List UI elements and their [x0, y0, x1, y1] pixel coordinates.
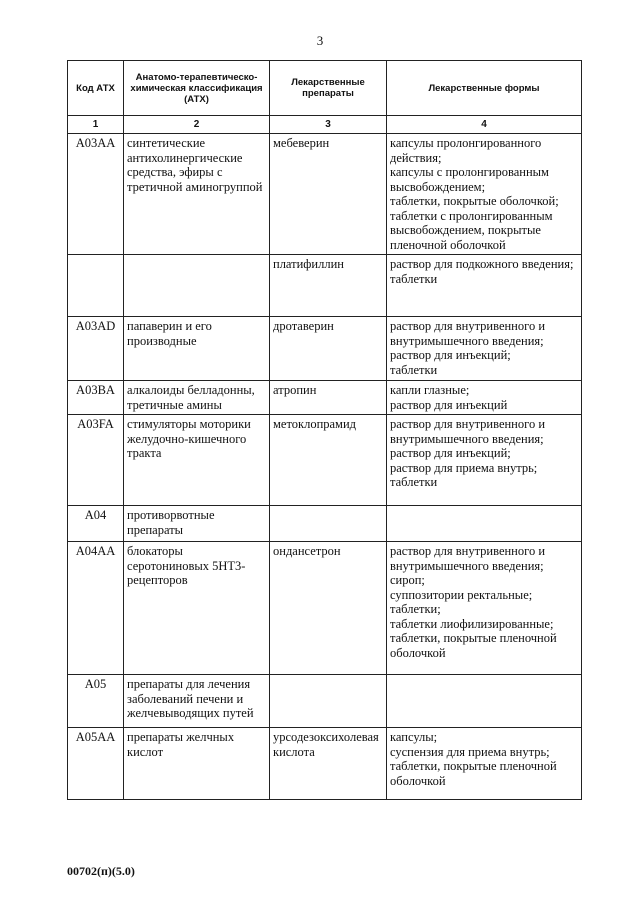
atx-code-cell: A03BA: [68, 381, 124, 415]
dosage-forms-cell: раствор для внутривенного и внутримышечного введения; раствор для инъекций; таблетки: [387, 317, 582, 381]
atx-classification-cell: блокаторы серотониновых 5HT3-рецепторов: [124, 542, 270, 675]
drug-name-cell: дротаверин: [270, 317, 387, 381]
drug-name-cell: [270, 506, 387, 542]
drug-name-cell: мебеверин: [270, 134, 387, 255]
table-row: [68, 506, 582, 542]
drug-name-cell: [270, 675, 387, 728]
table-row: [68, 317, 582, 381]
drug-name-cell: ондансетрон: [270, 542, 387, 675]
dosage-forms-cell: раствор для внутривенного и внутримышечного введения; сироп; суппозитории ректальные; таблетки; таблетки лиофилизированные; таблетки, покрытые пленочной оболочкой: [387, 542, 582, 675]
drug-name-cell: урсодезоксихолевая кислота: [270, 728, 387, 800]
table-row: [68, 381, 582, 415]
table-row: [68, 134, 582, 255]
atx-classification-cell: [124, 255, 270, 317]
atx-code-cell: A04: [68, 506, 124, 542]
atx-code-cell: A05: [68, 675, 124, 728]
page-number: 3: [316, 33, 324, 48]
atx-classification-cell: противорвотные препараты: [124, 506, 270, 542]
table-header-row: [68, 61, 582, 116]
atx-classification-cell: алкалоиды белладонны, третичные амины: [124, 381, 270, 415]
header-atx-classification: Анатомо-терапевтическо-химическая классификация (АТХ): [124, 61, 270, 116]
column-number: 3: [270, 116, 387, 134]
dosage-forms-cell: капли глазные; раствор для инъекций: [387, 381, 582, 415]
dosage-forms-cell: раствор для подкожного введения; таблетки: [387, 255, 582, 317]
dosage-forms-cell: раствор для внутривенного и внутримышечного введения; раствор для инъекций; раствор для приема внутрь; таблетки: [387, 415, 582, 506]
column-number-row: [68, 116, 582, 134]
atx-classification-cell: папаверин и его производные: [124, 317, 270, 381]
dosage-forms-cell: [387, 506, 582, 542]
atx-table: [67, 60, 582, 800]
atx-classification-cell: препараты для лечения заболеваний печени и желчевыводящих путей: [124, 675, 270, 728]
table-row: [68, 675, 582, 728]
table-row: [68, 542, 582, 675]
header-dosage-forms: Лекарственные формы: [387, 61, 582, 116]
table-row: [68, 415, 582, 506]
dosage-forms-cell: капсулы пролонгированного действия; капсулы с пролонгированным высвобождением; таблетки, покрытые оболочкой; таблетки с пролонгированным высвобождением, покрытые пленочной оболочкой: [387, 134, 582, 255]
header-code: Код АТХ: [68, 61, 124, 116]
atx-code-cell: A03AA: [68, 134, 124, 255]
document-code: 00702(п)(5.0): [67, 864, 135, 878]
drug-name-cell: атропин: [270, 381, 387, 415]
atx-code-cell: A04AA: [68, 542, 124, 675]
table-row: [68, 255, 582, 317]
table-row: [68, 728, 582, 800]
atx-code-cell: [68, 255, 124, 317]
drug-name-cell: метоклопрамид: [270, 415, 387, 506]
atx-classification-cell: препараты желчных кислот: [124, 728, 270, 800]
column-number: 2: [124, 116, 270, 134]
atx-code-cell: A03AD: [68, 317, 124, 381]
atx-classification-cell: синтетические антихолинергические средства, эфиры с третичной аминогруппой: [124, 134, 270, 255]
atx-code-cell: A05AA: [68, 728, 124, 800]
atx-classification-cell: стимуляторы моторики желудочно-кишечного тракта: [124, 415, 270, 506]
dosage-forms-cell: капсулы; суспензия для приема внутрь; таблетки, покрытые пленочной оболочкой: [387, 728, 582, 800]
atx-code-cell: A03FA: [68, 415, 124, 506]
column-number: 1: [68, 116, 124, 134]
dosage-forms-cell: [387, 675, 582, 728]
drug-name-cell: платифиллин: [270, 255, 387, 317]
header-drugs: Лекарственные препараты: [270, 61, 387, 116]
column-number: 4: [387, 116, 582, 134]
